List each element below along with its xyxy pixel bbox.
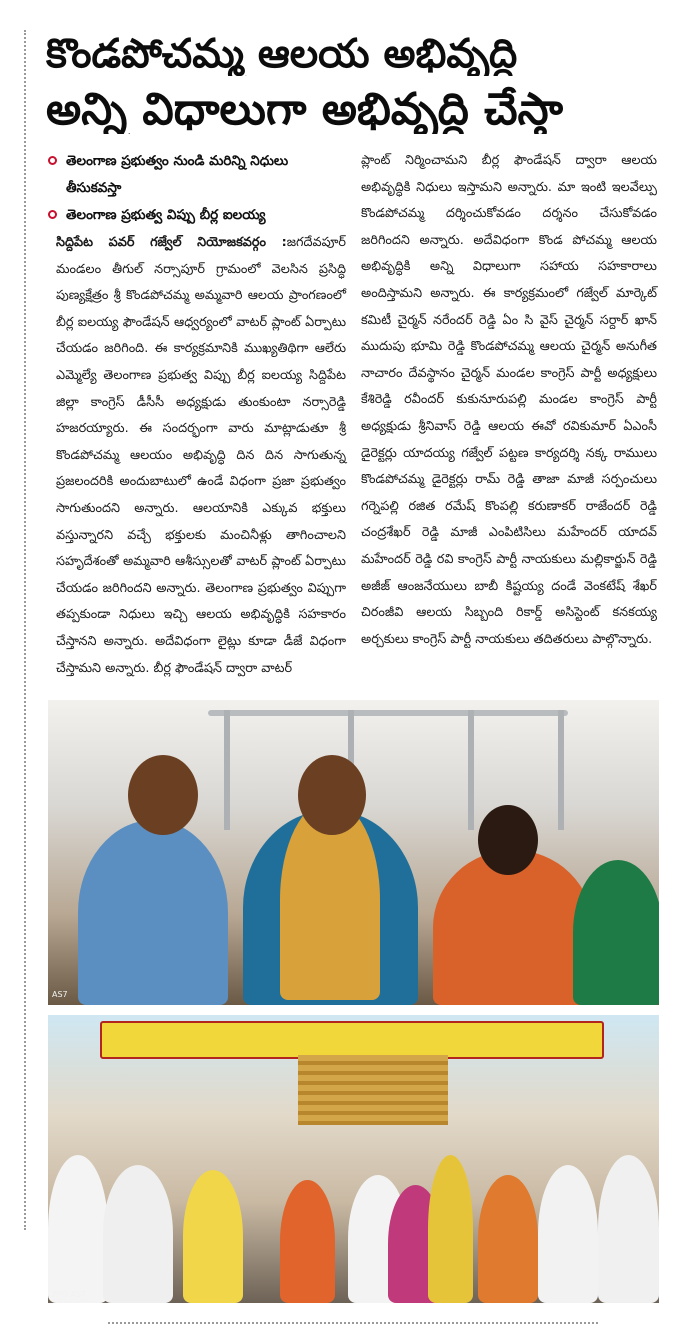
temple-stairs [298, 1055, 448, 1125]
person-head [478, 805, 538, 875]
subheading-text: తెలంగాణ ప్రభుత్వ విప్పు బీర్ల ఐలయ్య [66, 207, 266, 223]
person [48, 1155, 108, 1303]
railing [208, 710, 568, 716]
person-saree [478, 1175, 538, 1303]
person-head [128, 755, 198, 835]
railing-post [224, 710, 230, 830]
person-green-saree [573, 860, 659, 1005]
person-yellow-shirt [183, 1170, 243, 1303]
photo-watermark: AS7 [52, 990, 68, 999]
subheading-text: తెలంగాణ ప్రభుత్వం నుండి మరిన్ని నిధులు తీసుకవస్తా [66, 153, 289, 196]
photo-temple-group [48, 1015, 659, 1303]
article-column-1 [56, 230, 346, 682]
person [598, 1155, 659, 1303]
person [538, 1165, 598, 1303]
column-divider [24, 30, 26, 1230]
dateline: సిద్దిపేట పవర్ గజ్వేల్ నియోజకవర్గం : [56, 235, 287, 250]
person-blue-scarf [78, 820, 228, 1005]
headline-line-1: కొండపోచమ్మ ఆలయ అభివృద్ధి [46, 32, 518, 76]
bullet-icon [48, 156, 57, 165]
bullet-icon [48, 210, 57, 219]
person [103, 1165, 173, 1303]
person-yellow-scarf [428, 1155, 473, 1303]
article-body-1: జగదేవపూర్ మండలం తీగుల్ నర్సాపూర్ గ్రామంలో వెలసిన ప్రసిద్ధి పుణ్యక్షేత్రం శ్రీ కొండపోచమ్మ అమ్మవారి ఆలయ ప్రాంగణంలో బీర్ల ఐలయ్య ఫౌండేషన్ ఆధ్వర్యంలో వాటర్ ప్లాంట్ ఏర్పాటు చేయడం జరిగింది. ఈ కార్యక్రమానికి ముఖ్యతిథిగా ఆలేరు ఎమ్మెల్యే తెలంగాణ ప్రభుత్వ విప్పు బీర్ల ఐలయ్య సిద్దిపేట జిల్లా కాంగ్రెస్ డీసీసీ అధ్యక్షుడు తుంకుంటా నర్సారెడ్డి హజరయ్యారు. ఈ సందర్భంగా వారు మాట్లాడుతూ శ్రీ కొండపోచమ్మ ఆలయం అభివృద్ధి దిన దిన సాగుతున్న ప్రజలందరికి అందుబాటులో ఉండే విధంగా ప్రజా ప్రభుత్వం సాగుతుందని అన్నారు. ఆలయానికి ఎక్కువ భక్తులు వస్తున్నారని వచ్చే భక్తులకు మంచినీళ్లు తాగించాలని సహృదేశంతో అమ్మవారి ఆశీస్సులతో వాటర్ ప్లాంట్ ఏర్పాటు చేయడం జరిగిందని అన్నారు. తెలంగాణ ప్రభుత్వం విప్పుగా తప్పకుండా నిధులు ఇచ్చి ఆలయ అభివృద్ధికి సహకారం చేస్తానని అన్నారు. అదేవిధంగా లైట్లు కూడా డీజే విధంగా చేస్తామని అన్నారు. బీర్ల ఫౌండేషన్ ద్వారా వాటర్ [56, 235, 346, 676]
photo-watermark: PPO AS7 [52, 1290, 87, 1299]
railing-post [558, 710, 564, 830]
subheadings [48, 148, 348, 229]
person-orange-shirt [280, 1180, 335, 1303]
subheading-1 [48, 148, 348, 202]
article-body-2: ప్లాంట్ నిర్మించామని బీర్ల ఫౌండేషన్ ద్వారా ఆలయ అభివృద్ధికి నిధులు ఇస్తామని అన్నారు. మా ఇంటి ఇలవేల్పు కొండపోచమ్మ దర్శించుకోవడం దర్శనం చేసుకోవడం జరిగిందని అన్నారు. అదేవిధంగా కొండ పోచమ్మ ఆలయ అభివృద్ధికి అన్ని విధాలుగా సహాయ సహకారాలు అందిస్తామని అన్నారు. ఈ కార్యక్రమంలో గజ్వేల్ మార్కెట్ కమిటీ చైర్మన్ నరేందర్ రెడ్డి ఏం సి వైస్ చైర్మన్ సర్దార్ ఖాన్ ముదుపు భూమి రెడ్డి కొండపోచమ్మ ఆలయ చైర్మన్ అనుగీత నాచారం దేవస్థానం చైర్మన్ మండల కాంగ్రెస్ పార్టీ అధ్యక్షులు కేశిరెడ్డి రవీందర్ కుకునూరుపల్లి మండల కాంగ్రెస్ పార్టీ అధ్యక్షుడు శ్రీనివాస్ రెడ్డి ఆలయ ఈవో రవికుమార్ ఏఎంసీ డైరెక్టర్లు యాదయ్య గజ్వేల్ పట్టణ కార్యదర్శి నక్క రాములు కొండపోచమ్మ డైరెక్టర్లు రామ్ రెడ్డి తాజా మాజీ సర్పంచులు గర్నెపల్లి రజిత రమేష్ కొంపల్లి కరుణాకర్ రాజేందర్ రెడ్డి చంద్రశేఖర్ రెడ్డి మాజీ ఎంపిటిసిలు మహేందర్ యాదవ్ మహేందర్ రెడ్డి రవి కాంగ్రెస్ పార్టీ నాయకులు మల్లికార్జున్ రెడ్డి అజీజ్ ఆంజనేయులు బాబీ కిష్టయ్య దండే వెంకటేష్ శేఖర్ చిరంజీవి ఆలయ సిబ్బంది రికార్డ్ అసిస్టెంట్ కనకయ్య అర్చకులు కాంగ్రెస్ పార్టీ నాయకులు తదితరులు పాల్గొన్నారు. [361, 153, 657, 647]
temple-banner [100, 1021, 604, 1059]
article-column-2 [361, 148, 657, 653]
railing-post [468, 710, 474, 830]
subheading-2 [48, 202, 348, 229]
headline-line-2: అన్ని విధాలుగా అభివృద్ధి చేస్తా [46, 86, 563, 135]
photo-leaders-seated [48, 700, 659, 1005]
person-head [298, 755, 366, 835]
bottom-divider [108, 1322, 598, 1324]
